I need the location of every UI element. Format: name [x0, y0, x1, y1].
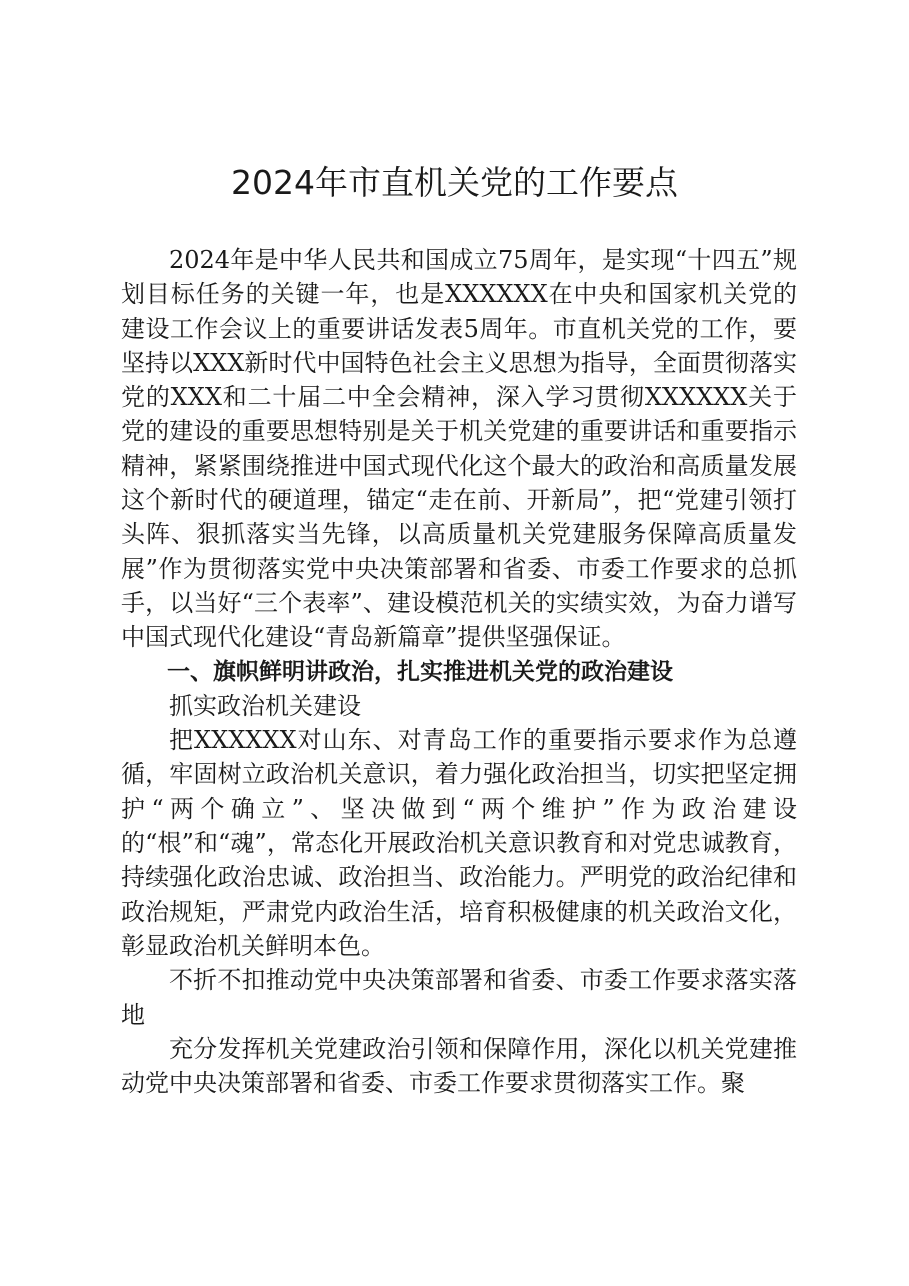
section-heading-1: 一、旗帜鲜明讲政治，扎实推进机关党的政治建设 — [167, 658, 673, 685]
body-paragraph-political-organs: 把XXXXXX对山东、对青岛工作的重要指示要求作为总遵循，牢固树立政治机关意识，着力强化政治担当，切实把坚定拥护“两个确立”、坚决做到“两个维护”作为政治建设的“根”和“魂”，常态化开展政治机关意识教育和对党忠诚教育，持续强化政治忠诚、政治担当、政治能力。严明党的政治纪律和政治规矩，严肃党内政治生活，培育积极健康的机关政治文化，彰显政治机关鲜明本色。 — [121, 726, 797, 960]
document-title: 2024年市直机关党的工作要点 — [231, 163, 678, 202]
subsection-heading-implementation: 不折不扣推动党中央决策部署和省委、市委工作要求落实落地 — [121, 966, 797, 1029]
intro-paragraph: 2024年是中华人民共和国成立75周年，是实现“十四五”规划目标任务的关键一年，也是XXXXXX在中央和国家机关党的建设工作会议上的重要讲话发表5周年。市直机关党的工作，要坚持以XXX新时代中国特色社会主义思想为指导，全面贯彻落实党的XXX和二十届二中全会精神，深入学习贯彻XXXXXX关于党的建设的重要思想特别是关于机关党建的重要讲话和重要指示精神，紧紧围绕推进中国式现代化这个最大的政治和高质量发展这个新时代的硬道理，锚定“走在前、开新局”，把“党建引领打头阵、狠抓落实当先锋，以高质量机关党建服务保障高质量发展”作为贯彻落实党中央决策部署和省委、市委工作要求的总抓手，以当好“三个表率”、建设模范机关的实绩实效，为奋力谱写中国式现代化建设“青岛新篇章”提供坚强保证。 — [121, 246, 797, 652]
document-body — [121, 243, 797, 1100]
subsection-heading-political-organs: 抓实政治机关建设 — [169, 691, 361, 720]
body-paragraph-implementation: 充分发挥机关党建政治引领和保障作用，深化以机关党建推动党中央决策部署和省委、市委工作要求贯彻落实工作。聚 — [121, 1034, 797, 1098]
